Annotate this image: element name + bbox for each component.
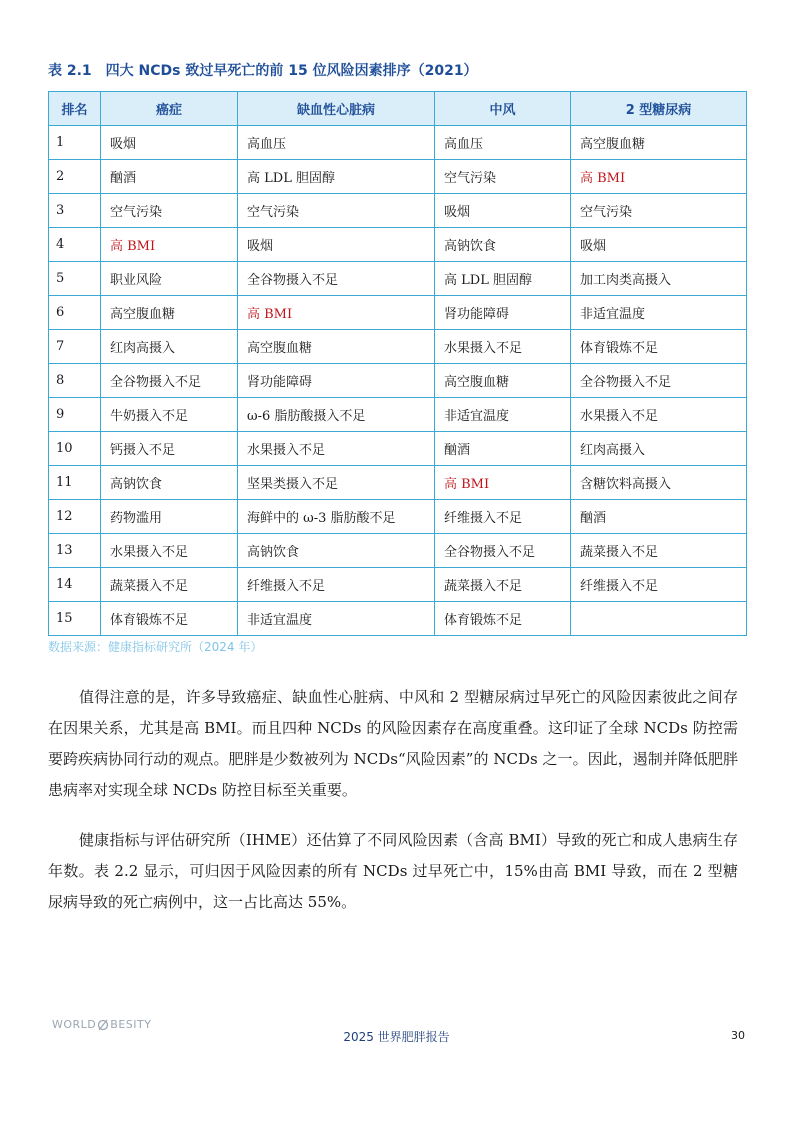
cell-ischemic-heart-disease: 水果摄入不足 — [238, 432, 435, 466]
cell-rank: 14 — [49, 568, 101, 602]
cell-ischemic-heart-disease: 吸烟 — [238, 228, 435, 262]
cell-type2-diabetes: 全谷物摄入不足 — [571, 364, 747, 398]
cell-rank: 5 — [49, 262, 101, 296]
cell-type2-diabetes: 酗酒 — [571, 500, 747, 534]
footer-title: 2025 世界肥胖报告 — [343, 1030, 450, 1044]
cell-type2-diabetes: 水果摄入不足 — [571, 398, 747, 432]
table-row — [49, 466, 747, 500]
cell-stroke: 蔬菜摄入不足 — [435, 568, 571, 602]
page-number: 30 — [731, 1029, 745, 1042]
cell-stroke: 酗酒 — [435, 432, 571, 466]
cell-rank: 7 — [49, 330, 101, 364]
cell-stroke: 非适宜温度 — [435, 398, 571, 432]
cell-cancer: 吸烟 — [101, 126, 238, 160]
cell-type2-diabetes: 空气污染 — [571, 194, 747, 228]
table-row — [49, 534, 747, 568]
cell-cancer: 红肉高摄入 — [101, 330, 238, 364]
cell-ischemic-heart-disease: 高空腹血糖 — [238, 330, 435, 364]
cell-stroke: 全谷物摄入不足 — [435, 534, 571, 568]
cell-cancer: 牛奶摄入不足 — [101, 398, 238, 432]
cell-rank: 11 — [49, 466, 101, 500]
cell-rank: 10 — [49, 432, 101, 466]
body-paragraph-2: 健康指标与评估研究所（IHME）还估算了不同风险因素（含高 BMI）导致的死亡和成人患病生存年数。表 2.2 显示，可归因于风险因素的所有 NCDs 过早死亡中，15%由高 BMI 导致，而在 2 型糖尿病导致的死亡病例中，这一占比高达 55%。 — [48, 831, 738, 911]
cell-type2-diabetes: 红肉高摄入 — [571, 432, 747, 466]
cell-cancer: 体育锻炼不足 — [101, 602, 238, 636]
cell-ischemic-heart-disease: 高 LDL 胆固醇 — [238, 160, 435, 194]
cell-stroke: 吸烟 — [435, 194, 571, 228]
cell-stroke: 高钠饮食 — [435, 228, 571, 262]
body-paragraph-1: 值得注意的是，许多导致癌症、缺血性心脏病、中风和 2 型糖尿病过早死亡的风险因素彼此之间存在因果关系，尤其是高 BMI。而且四种 NCDs 的风险因素存在高度重叠。这印证了全球 NCDs 防控需要跨疾病协同行动的观点。肥胖是少数被列为 NCDs“风险因素”的 NCDs 之一。因此，遏制并降低肥胖患病率对实现全球 NCDs 防控目标至关重要。 — [48, 688, 738, 799]
cell-rank: 4 — [49, 228, 101, 262]
cell-cancer: 高钠饮食 — [101, 466, 238, 500]
header-cancer: 癌症 — [101, 92, 238, 126]
cell-ischemic-heart-disease: 高钠饮食 — [238, 534, 435, 568]
cell-ischemic-heart-disease: 空气污染 — [238, 194, 435, 228]
cell-cancer: 药物滥用 — [101, 500, 238, 534]
cell-type2-diabetes: 非适宜温度 — [571, 296, 747, 330]
cell-ischemic-heart-disease: 全谷物摄入不足 — [238, 262, 435, 296]
data-source-note: 数据来源：健康指标研究所（2024 年） — [48, 640, 263, 654]
cell-rank: 2 — [49, 160, 101, 194]
cell-type2-diabetes — [571, 602, 747, 636]
cell-type2-diabetes: 纤维摄入不足 — [571, 568, 747, 602]
table-row — [49, 194, 747, 228]
cell-type2-diabetes: 加工肉类高摄入 — [571, 262, 747, 296]
table-row — [49, 398, 747, 432]
cell-rank: 3 — [49, 194, 101, 228]
cell-type2-diabetes: 吸烟 — [571, 228, 747, 262]
cell-rank: 9 — [49, 398, 101, 432]
cell-stroke: 高 BMI — [435, 466, 571, 500]
header-stroke: 中风 — [435, 92, 571, 126]
cell-rank: 13 — [49, 534, 101, 568]
cell-stroke: 水果摄入不足 — [435, 330, 571, 364]
cell-ischemic-heart-disease: 肾功能障碍 — [238, 364, 435, 398]
cell-type2-diabetes: 体育锻炼不足 — [571, 330, 747, 364]
logo-text-right: BESITY — [110, 1018, 152, 1031]
cell-ischemic-heart-disease: 纤维摄入不足 — [238, 568, 435, 602]
cell-ischemic-heart-disease: ω-6 脂肪酸摄入不足 — [238, 398, 435, 432]
logo-text-left: WORLD — [52, 1018, 97, 1031]
cell-type2-diabetes: 含糖饮料高摄入 — [571, 466, 747, 500]
table-row — [49, 330, 747, 364]
cell-ischemic-heart-disease: 海鲜中的 ω-3 脂肪酸不足 — [238, 500, 435, 534]
cell-cancer: 高 BMI — [101, 228, 238, 262]
table-row — [49, 432, 747, 466]
cell-stroke: 高空腹血糖 — [435, 364, 571, 398]
table-row — [49, 364, 747, 398]
table-row — [49, 126, 747, 160]
risk-factor-table — [48, 91, 747, 636]
cell-stroke: 肾功能障碍 — [435, 296, 571, 330]
header-rank: 排名 — [49, 92, 101, 126]
table-row — [49, 160, 747, 194]
cell-cancer: 高空腹血糖 — [101, 296, 238, 330]
cell-rank: 1 — [49, 126, 101, 160]
cell-rank: 8 — [49, 364, 101, 398]
cell-stroke: 高 LDL 胆固醇 — [435, 262, 571, 296]
cell-cancer: 钙摄入不足 — [101, 432, 238, 466]
cell-type2-diabetes: 高空腹血糖 — [571, 126, 747, 160]
table-row — [49, 262, 747, 296]
cell-rank: 15 — [49, 602, 101, 636]
table-row — [49, 602, 747, 636]
header-type2-diabetes: 2 型糖尿病 — [571, 92, 747, 126]
cell-stroke: 体育锻炼不足 — [435, 602, 571, 636]
cell-cancer: 空气污染 — [101, 194, 238, 228]
cell-cancer: 水果摄入不足 — [101, 534, 238, 568]
cell-cancer: 蔬菜摄入不足 — [101, 568, 238, 602]
header-ischemic-heart-disease: 缺血性心脏病 — [238, 92, 435, 126]
cell-cancer: 全谷物摄入不足 — [101, 364, 238, 398]
cell-stroke: 空气污染 — [435, 160, 571, 194]
table-row — [49, 228, 747, 262]
cell-ischemic-heart-disease: 高 BMI — [238, 296, 435, 330]
cell-type2-diabetes: 蔬菜摄入不足 — [571, 534, 747, 568]
cell-ischemic-heart-disease: 坚果类摄入不足 — [238, 466, 435, 500]
cell-ischemic-heart-disease: 非适宜温度 — [238, 602, 435, 636]
cell-ischemic-heart-disease: 高血压 — [238, 126, 435, 160]
table-header-row — [49, 92, 747, 126]
cell-type2-diabetes: 高 BMI — [571, 160, 747, 194]
table-row — [49, 296, 747, 330]
table-row — [49, 500, 747, 534]
cell-cancer: 职业风险 — [101, 262, 238, 296]
table-row — [49, 568, 747, 602]
cell-rank: 6 — [49, 296, 101, 330]
table-caption: 表 2.1 四大 NCDs 致过早死亡的前 15 位风险因素排序（2021） — [48, 63, 478, 79]
cell-stroke: 纤维摄入不足 — [435, 500, 571, 534]
cell-cancer: 酗酒 — [101, 160, 238, 194]
cell-stroke: 高血压 — [435, 126, 571, 160]
cell-rank: 12 — [49, 500, 101, 534]
